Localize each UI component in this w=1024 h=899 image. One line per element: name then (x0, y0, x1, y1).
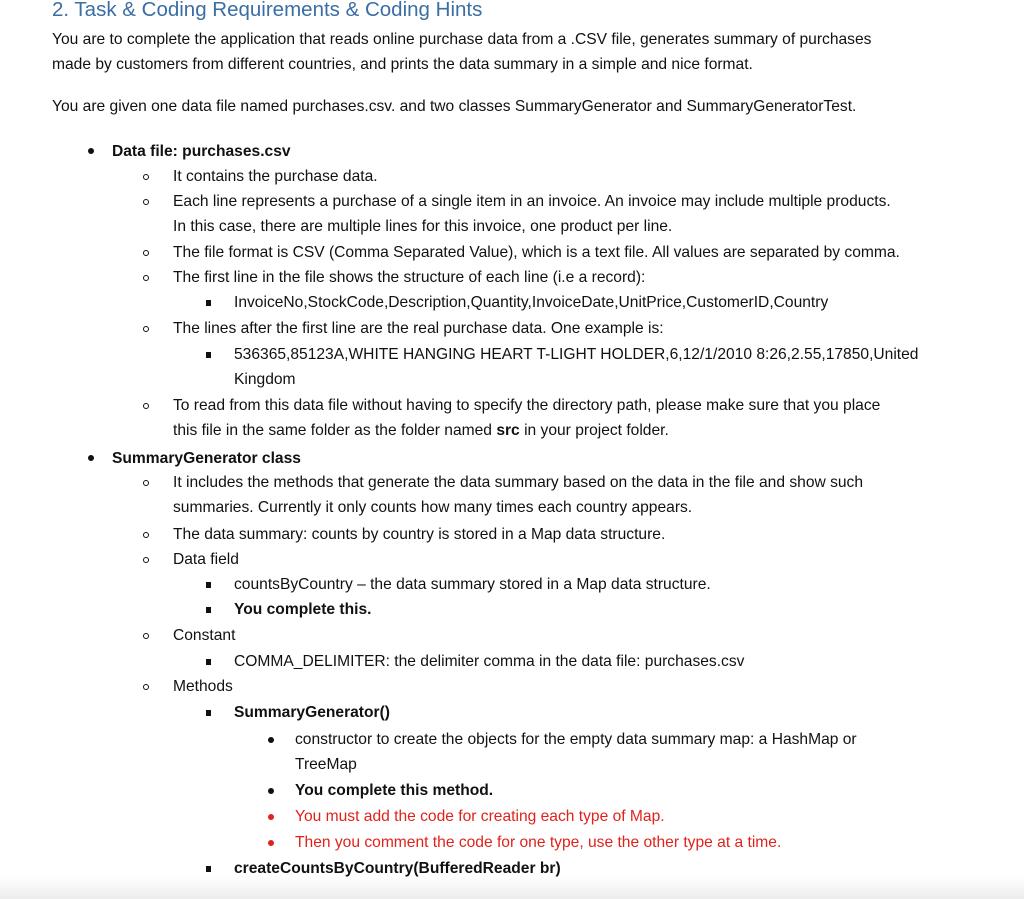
circle-bullet-icon (143, 199, 149, 205)
circle-bullet-icon (143, 403, 149, 409)
section-heading: 2. Task & Coding Requirements & Coding Hints (52, 0, 483, 21)
summary-then-comment: Then you comment the code for one type, use the other type at a time. (295, 834, 782, 851)
circle-bullet-icon (143, 532, 149, 538)
circle-bullet-icon (143, 250, 149, 256)
square-bullet-icon (206, 352, 211, 358)
square-bullet-icon (206, 659, 211, 665)
summary-includes-1: It includes the methods that generate the data summary based on the data in the file and show such (173, 474, 864, 491)
summary-complete-this: You complete this. (234, 601, 372, 618)
datafile-title: Data file: purchases.csv (112, 143, 291, 160)
datafile-after-first: The lines after the first line are the real purchase data. One example is: (173, 320, 664, 337)
datafile-first-line: The first line in the file shows the structure of each line (i.e a record): (173, 269, 646, 286)
circle-bullet-icon (143, 174, 149, 180)
datafile-read-1: To read from this data file without having to specify the directory path, please make sure that you place (173, 397, 881, 414)
intro-line-2: made by customers from different countries, and prints the data summary in a simple and nice format. (52, 56, 753, 73)
square-bullet-icon (206, 710, 211, 716)
red-bullet-icon (268, 840, 274, 846)
datafile-example-2: Kingdom (234, 371, 296, 388)
bullet-icon (268, 788, 274, 794)
summary-create-counts: createCountsByCountry(BufferedReader br) (234, 860, 561, 877)
circle-bullet-icon (143, 557, 149, 563)
summary-comma-delim: COMMA_DELIMITER: the delimiter comma in the data file: purchases.csv (234, 653, 745, 670)
red-bullet-icon (268, 814, 274, 820)
square-bullet-icon (206, 607, 211, 613)
datafile-example-1: 536365,85123A,WHITE HANGING HEART T-LIGHT HOLDER,6,12/1/2010 8:26,2.55,17850,United (234, 346, 919, 363)
summary-ctor: SummaryGenerator() (234, 704, 390, 721)
page-bottom-edge (0, 877, 1024, 899)
summary-data-field: Data field (173, 551, 239, 568)
summary-constant: Constant (173, 627, 236, 644)
intro-given: You are given one data file named purchases.csv. and two classes SummaryGenerator and SummaryGeneratorTest. (52, 98, 857, 115)
summary-must-add: You must add the code for creating each type of Map. (295, 808, 665, 825)
square-bullet-icon (206, 300, 211, 306)
bullet-icon (88, 148, 94, 154)
intro-line-1: You are to complete the application that reads online purchase data from a .CSV file, generates summary of purchases (52, 31, 872, 48)
summary-ctor-desc-2: TreeMap (295, 756, 357, 773)
circle-bullet-icon (143, 633, 149, 639)
square-bullet-icon (206, 866, 211, 872)
datafile-header-record: InvoiceNo,StockCode,Description,Quantity,InvoiceDate,UnitPrice,CustomerID,Country (234, 294, 829, 311)
circle-bullet-icon (143, 275, 149, 281)
summary-ctor-desc-1: constructor to create the objects for the empty data summary map: a HashMap or (295, 731, 857, 748)
summary-title: SummaryGenerator class (112, 450, 301, 467)
square-bullet-icon (206, 582, 211, 588)
circle-bullet-icon (143, 480, 149, 486)
bullet-icon (268, 737, 274, 743)
datafile-read-2: this file in the same folder as the folder named src in your project folder. (173, 422, 669, 439)
datafile-contains: It contains the purchase data. (173, 168, 378, 185)
summary-includes-2: summaries. Currently it only counts how many times each country appears. (173, 499, 693, 516)
datafile-each-line-2: In this case, there are multiple lines for this invoice, one product per line. (173, 218, 673, 235)
circle-bullet-icon (143, 326, 149, 332)
summary-counts-field: countsByCountry – the data summary stored in a Map data structure. (234, 576, 711, 593)
circle-bullet-icon (143, 684, 149, 690)
summary-methods: Methods (173, 678, 233, 695)
datafile-format: The file format is CSV (Comma Separated Value), which is a text file. All values are separated by comma. (173, 244, 900, 261)
datafile-each-line-1: Each line represents a purchase of a single item in an invoice. An invoice may include multiple products. (173, 193, 891, 210)
summary-complete-method: You complete this method. (295, 782, 494, 799)
summary-map-note: The data summary: counts by country is stored in a Map data structure. (173, 526, 666, 543)
bullet-icon (88, 455, 94, 461)
